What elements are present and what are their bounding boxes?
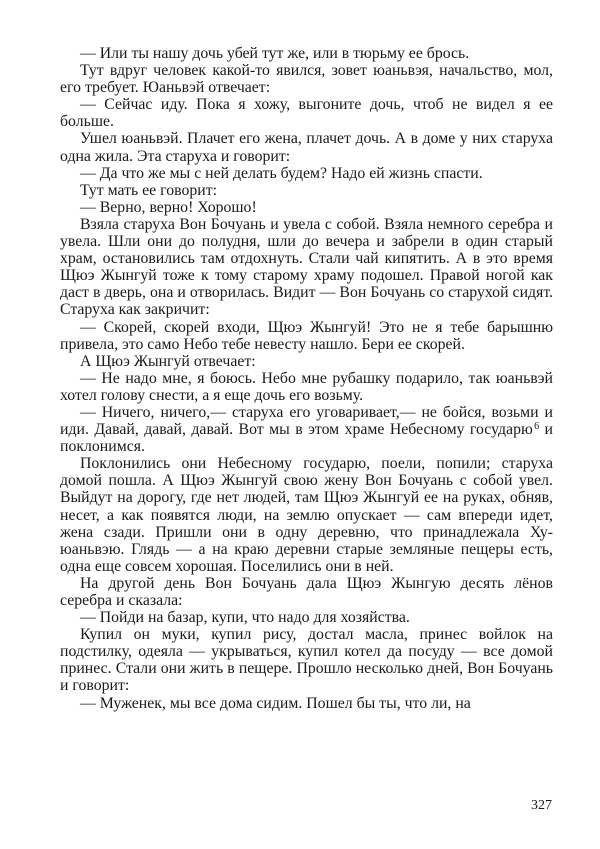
- paragraph: Взяла старуха Вон Бочуань и увела с собой. Взяла немного серебра и увела. Шли они до полудня, шли до вечера и забрели в один старый храм, остановились там отдохнуть. Стали чай кипятить. А в это время Щюэ Жынгуй тоже к тому старому храму подошел. Правой ногой как даст в дверь, она и отворилась. Видит — Вон Бочуань со старухой сидят. Старуха как закричит:: [60, 215, 553, 319]
- paragraph: Ушел юаньвэй. Плачет его жена, плачет дочь. А в доме у них старуха одна жила. Эта старуха и говорит:: [60, 130, 553, 165]
- paragraph: — Сейчас иду. Пока я хожу, выгоните дочь, чтоб не видел я ее больше.: [60, 96, 553, 131]
- paragraph: — Скорей, скорей входи, Щюэ Жынгуй! Это не я тебе барышню привела, это само Небо тебе невесту нашло. Бери ее скорей.: [60, 318, 553, 353]
- paragraph: Поклонились они Небесному государю, поели, попили; старуха домой пошла. А Щюэ Жынгуй свою жену Вон Бочуань с собой увел. Выйдут на дорогу, где нет людей, там Щюэ Жынгуй ее на руках, обняв, несет, а как появятся люди, на землю опускает — сам впереди идет, жена сзади. Пришли они в одну деревню, что принадлежала Ху-юаньвэю. Глядь — а на краю деревни старые земляные пещеры есть, одна еще совсем хорошая. Поселились они в ней.: [60, 455, 553, 575]
- page-text: [60, 45, 553, 712]
- paragraph-text-end: и поклонимся.: [60, 421, 553, 456]
- paragraph: Тут мать ее говорит:: [80, 181, 218, 199]
- page-number: 327: [531, 798, 552, 813]
- paragraph: Тут вдруг человек какой-то явился, зовет юаньвэя, начальство, мол, его требует. Юаньвэй отвечает:: [60, 62, 553, 97]
- paragraph: — Муженек, мы все дома сидим. Пошел бы ты, что ли, на: [80, 694, 471, 712]
- paragraph: А Щюэ Жынгуй отвечает:: [80, 352, 256, 370]
- paragraph-with-footnote: [60, 404, 553, 455]
- paragraph: — Верно, верно! Хорошо!: [80, 198, 257, 216]
- footnote-marker: 6: [534, 421, 540, 433]
- paragraph: — Не надо мне, я боюсь. Небо мне рубашку подарило, так юаньвэй хотел голову снести, а я еще дочь его возьму.: [60, 369, 553, 404]
- paragraph: — Да что же мы с ней делать будем? Надо ей жизнь спасти.: [80, 164, 483, 182]
- paragraph: На другой день Вон Бочуань дала Щюэ Жынгую десять лёнов серебра и сказала:: [60, 574, 553, 609]
- paragraph: — Или ты нашу дочь убей тут же, или в тюрьму ее брось.: [80, 45, 470, 62]
- paragraph-text: — Ничего, ничего,— старуха его уговаривает,— не бойся, возьми и иди. Давай, давай, давай. Вот мы в этом храме Небесному государю: [60, 403, 553, 439]
- paragraph: Купил он муки, купил рису, достал масла, принес войлок на подстилку, одеяла — укрываться, купил котел да посуду — все домой принес. Стали они жить в пещере. Прошло несколько дней, Вон Бочуань и говорит:: [60, 626, 553, 695]
- paragraph: — Пойди на базар, купи, что надо для хозяйства.: [80, 609, 410, 627]
